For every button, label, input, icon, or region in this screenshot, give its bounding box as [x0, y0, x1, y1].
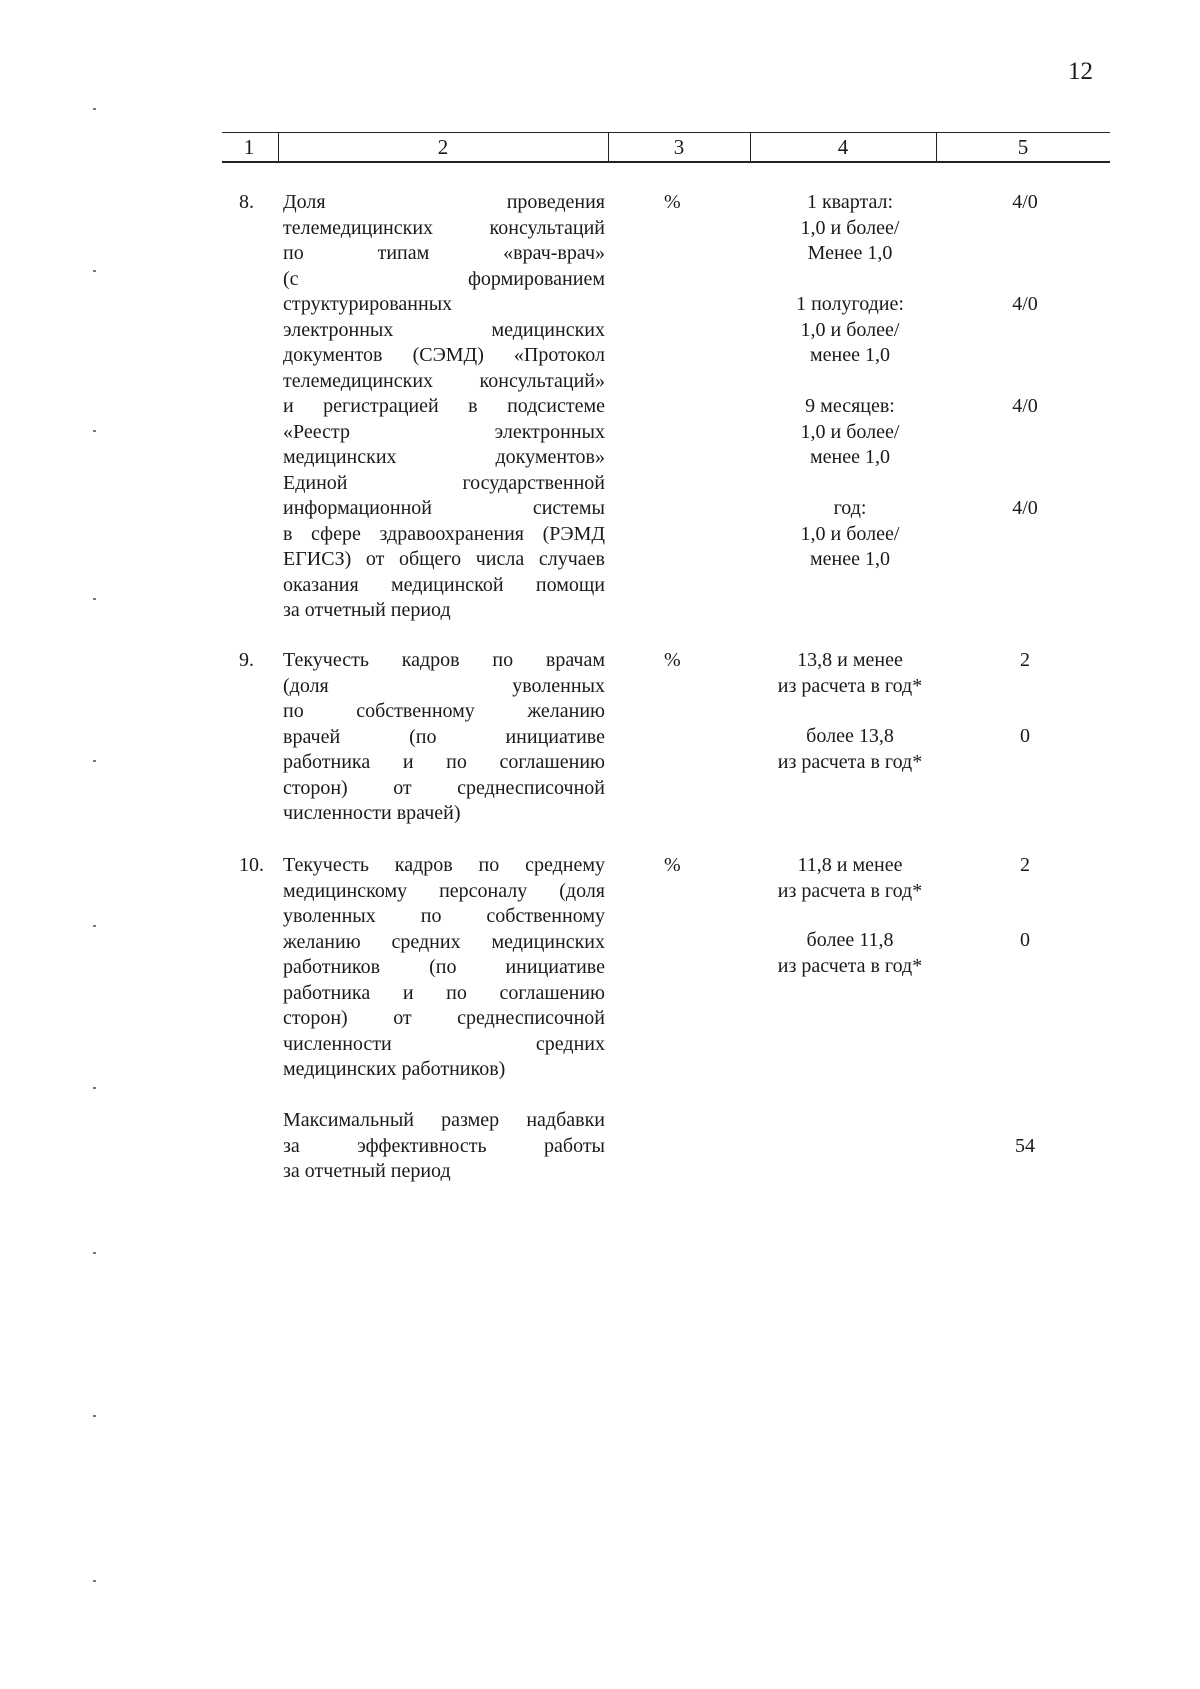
desc-line: документов (СЭМД) «Протокол: [283, 344, 605, 366]
points-value: 4/0: [1012, 293, 1038, 315]
criterion: [740, 648, 960, 699]
margin-mark: [93, 430, 96, 432]
points-value: 0: [1020, 929, 1030, 951]
row-number: 8.: [239, 191, 254, 213]
points-value: 2: [1020, 854, 1030, 876]
desc-line: уволенных по собственному: [283, 905, 605, 927]
desc-line: телемедицинских консультаций»: [283, 369, 605, 392]
header-col-1: 1: [243, 135, 255, 159]
desc-line: Доля проведения: [283, 191, 605, 213]
desc-line: по типам «врач-врач»: [283, 242, 605, 264]
criterion-line: 1,0 и более/: [800, 522, 900, 545]
points-value: 4/0: [1012, 497, 1038, 519]
indicator-description: [283, 190, 605, 624]
desc-line: по собственному желанию: [283, 700, 605, 722]
criterion-line: год:: [833, 497, 867, 519]
criterion-line: 1,0 и более/: [800, 420, 900, 443]
desc-line: «Реестр электронных: [283, 420, 605, 443]
row-number: 9.: [239, 649, 254, 671]
unit: %: [664, 191, 681, 213]
desc-line: и регистрацией в подсистеме: [283, 395, 605, 417]
desc-line: в сфере здравоохранения (РЭМД: [283, 522, 605, 545]
desc-line: за эффективность работы: [283, 1134, 605, 1157]
page-number: 12: [1068, 58, 1093, 85]
margin-mark: [93, 108, 96, 110]
desc-line: (с формированием: [283, 267, 605, 290]
desc-line: работника и по соглашению: [283, 981, 605, 1004]
table-header: [222, 132, 1110, 163]
desc-line: медицинских документов»: [283, 446, 605, 468]
criterion-line: из расчета в год*: [777, 954, 923, 977]
points-value: 2: [1020, 649, 1030, 671]
desc-line: телемедицинских консультаций: [283, 216, 605, 239]
desc-line: (доля уволенных: [283, 674, 605, 697]
points-value: 0: [1020, 725, 1030, 747]
desc-line: сторон) от среднесписочной: [283, 1007, 605, 1029]
criterion: [740, 292, 960, 369]
points-value: 4/0: [1012, 191, 1038, 213]
desc-line: численности врачей): [283, 802, 461, 824]
criterion-line: 9 месяцев:: [805, 395, 895, 417]
criterion-line: менее 1,0: [810, 548, 890, 570]
desc-line: информационной системы: [283, 497, 605, 519]
summary-points: 54: [1015, 1135, 1035, 1157]
desc-line: врачей (по инициативе: [283, 725, 605, 748]
criterion: [740, 928, 960, 979]
criterion-line: 1 полугодие:: [796, 293, 904, 315]
margin-mark: [93, 760, 96, 762]
desc-line: оказания медицинской помощи: [283, 573, 605, 596]
margin-mark: [93, 598, 96, 600]
margin-mark: [93, 1580, 96, 1582]
criterion-line: из расчета в год*: [777, 674, 923, 697]
criterion: [740, 853, 960, 904]
criterion: [740, 496, 960, 573]
desc-line: Текучесть кадров по среднему: [283, 854, 605, 876]
margin-mark: [93, 1252, 96, 1254]
margin-mark: [93, 925, 96, 927]
desc-line: электронных медицинских: [283, 318, 605, 341]
margin-mark: [93, 270, 96, 272]
criterion-line: 1,0 и более/: [800, 318, 900, 341]
desc-line: медицинских работников): [283, 1058, 506, 1080]
desc-line: желанию средних медицинских: [283, 930, 605, 953]
criterion-line: менее 1,0: [810, 446, 890, 468]
criterion-line: из расчета в год*: [777, 879, 923, 902]
header-col-4: 4: [837, 135, 849, 159]
desc-line: сторон) от среднесписочной: [283, 776, 605, 799]
unit: %: [664, 649, 681, 671]
indicator-description: [283, 853, 605, 1083]
margin-mark: [93, 1415, 96, 1417]
desc-line: работника и по соглашению: [283, 751, 605, 773]
desc-line: медицинскому персоналу (доля: [283, 879, 605, 902]
header-col-2: 2: [437, 135, 449, 159]
indicator-description: [283, 648, 605, 827]
criterion-line: 11,8 и менее: [797, 854, 903, 876]
header-col-3: 3: [673, 135, 685, 159]
unit: %: [664, 854, 681, 876]
desc-line: за отчетный период: [283, 1160, 451, 1182]
criterion-line: 1 квартал:: [806, 191, 894, 213]
row-number: 10.: [239, 854, 264, 876]
points-value: 4/0: [1012, 395, 1038, 417]
criterion: [740, 724, 960, 775]
criterion-line: 1,0 и более/: [800, 216, 900, 239]
desc-line: Единой государственной: [283, 471, 605, 494]
desc-line: работников (по инициативе: [283, 956, 605, 978]
criterion-line: Менее 1,0: [807, 242, 893, 264]
desc-line: структурированных: [283, 293, 453, 315]
desc-line: численности средних: [283, 1032, 605, 1055]
desc-line: ЕГИСЗ) от общего числа случаев: [283, 548, 605, 570]
criterion-line: более 11,8: [806, 929, 894, 951]
desc-line: Текучесть кадров по врачам: [283, 649, 605, 671]
header-col-5: 5: [1017, 135, 1029, 159]
criterion-line: более 13,8: [806, 725, 894, 747]
criterion: [740, 190, 960, 267]
desc-line: Максимальный размер надбавки: [283, 1109, 605, 1131]
summary-description: [283, 1108, 605, 1185]
criterion-line: из расчета в год*: [777, 750, 923, 773]
criterion-line: 13,8 и менее: [797, 649, 903, 671]
desc-line: за отчетный период: [283, 599, 451, 621]
margin-mark: [93, 1087, 96, 1089]
criterion-line: менее 1,0: [810, 344, 890, 366]
criterion: [740, 394, 960, 471]
